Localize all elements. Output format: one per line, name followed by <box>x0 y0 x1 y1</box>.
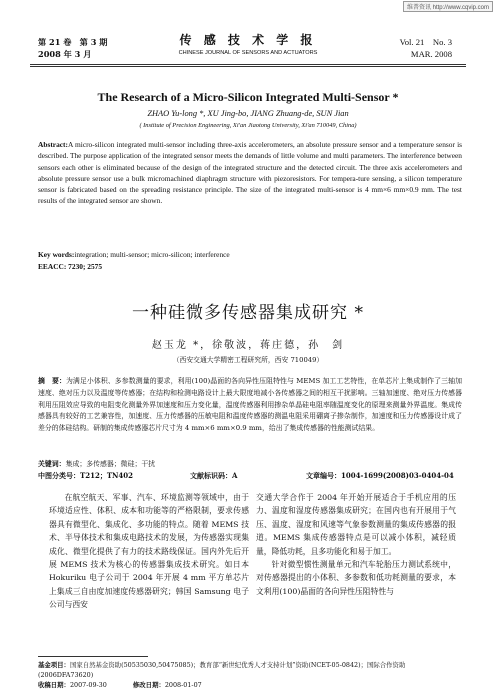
paper-title-en: The Research of a Micro-Silicon Integrated Multi-Sensor * <box>97 90 399 104</box>
fund-label: 基金项目： <box>38 661 70 669</box>
abstract-cn-label: 摘 要： <box>38 377 66 385</box>
abstract-en <box>38 139 462 207</box>
received-label: 收稿日期： <box>38 681 70 689</box>
volume-en: Vol. 21 No. 3 <box>399 37 452 47</box>
volume-cn: 第 21 卷 第 3 期 <box>38 37 108 47</box>
authors-cn: 赵玉龙 *，徐敬波，蒋庄德，孙 剑 <box>151 340 345 351</box>
body-paragraph: 在航空航天、军事、汽车、环境监测等领域中，由于环境适应性、体积、成本和功能等的严格限制，要求传感器具有微型化、集成化、多功能的特点。随着 MEMS 技术、半导体技术和集成电路技术的发展，为传感器实现集成化、微型化提供了有力的技术路线保证。国内外先后开展 MEMS 技术为核心的传感器集成技术研究。如日本 Hokuriku 电子公司于 2004 年开展 4 mm 平方单芯片上集成三自由度加速度传感器研究；韩国 Samsung 电子公司与西安 <box>49 493 249 610</box>
abstract-en-text: A micro-silicon integrated multi-sensor including three-axis accelerometers, an absolute pressure sensor and a temperature sensor is described. The purpose application of the integrated sensor meets the demands of little volume and multi parameters. The interference between sensors each other is eliminated because of the design of the integrated structure and the detected circuit. The three axis accelerometers and absolute pressure sensor use a bulk micromachined diaphragm structure with piezoresistors. For tempera-ture sensing, a silicon temperature sensor is fabricated based on the spreading resistance principle. The size of the integrated multi-sensor is 4 mm×6 mm×0.9 mm. The test results of the integrated sensor are shown. <box>38 140 462 206</box>
eeacc-code: EEACC: 7230; 2575 <box>38 262 103 271</box>
journal-title-cn: 传 感 技 术 学 报 <box>179 33 317 47</box>
fund-line <box>38 660 458 680</box>
document-code: 文献标识码：A <box>190 471 238 480</box>
institute-cn: （西安交通大学精密工程研究所，西安 710049） <box>172 356 324 364</box>
date-cn: 2008 年 3 月 <box>38 49 92 59</box>
keywords-cn-label: 关键词： <box>38 460 66 468</box>
classification-line <box>38 471 462 482</box>
body-paragraph: 针对微型惯性测量单元和汽车轮胎压力测试系统中，对传感器提出的小体积、多参数和低功耗测量的要求，本文利用(100)晶面的各向异性压阻特性与 <box>256 560 456 596</box>
journal-title-en: CHINESE JOURNAL OF SENSORS AND ACTUATORS <box>178 50 318 56</box>
institute-en: ( Institute of Precision Engineering, Xi'an Jiaotong University, Xi'an 710049, China) <box>139 122 357 129</box>
revised-date: 2008-01-07 <box>164 681 202 689</box>
keywords-cn <box>38 459 462 470</box>
body-column-right <box>256 491 456 598</box>
revised-label: 修改日期： <box>132 681 165 689</box>
clc-number: 中图分类号：T212；TN402 <box>38 471 134 480</box>
footnote-rule <box>38 656 148 657</box>
keywords-en-label: Key words: <box>38 250 75 259</box>
keywords-en <box>38 249 462 260</box>
header-rule <box>30 64 466 65</box>
keywords-en-text: integration; multi-sensor; micro-silicon; interference <box>74 250 230 259</box>
header-rule-thin <box>30 66 466 67</box>
abstract-en-label: Abstract: <box>38 140 68 149</box>
abstract-cn-text: 为满足小体积、多参数测量的要求，利用(100)晶面的各向异性压阻特性与 MEMS 加工工艺特性，在单芯片上集成制作了三轴加速度、绝对压力以及温度等传感器；在结构和检测电路设计上最大限度地减小各传感器之间的相互干扰影响。三轴加速度、绝对压力传感器利用压阻效应导致的电阻变化测量外界加速度和压力变化量，温度传感器利用掺杂单晶硅电阻率随温度变化的原理来测量外界温度。集成传感器具有较好的工艺兼容性，加速度、压力传感器的压敏电阻和温度传感器的测温电阻采用硼离子掺杂制作，加速度和压力传感器设计成了差分的体硅结构。研制的集成传感器芯片尺寸为 4 mm×6 mm×0.9 mm，给出了集成传感器的性能测试结果。 <box>38 377 462 433</box>
watermark: 维普资讯 http://www.cqvip.com <box>403 1 493 12</box>
authors-en: ZHAO Yu-long *, XU Jing-bo, JIANG Zhuang-de, SUN Jian <box>147 109 349 118</box>
body-column-left <box>49 491 249 612</box>
received-date: 2007-09-30 <box>69 681 107 689</box>
article-number: 文章编号：1004-1699(2008)03-0404-04 <box>306 471 454 480</box>
keywords-cn-text: 集成；多传感器；微硅；干扰 <box>65 460 156 468</box>
body-paragraph: 交通大学合作于 2004 年开始开展适合于手机应用的压力、温度和湿度传感器集成研究；在国内也有开展用于气压、温度、湿度和风速等气象参数测量的集成传感器的报道。MEMS 集成传感器特点是可以减小体积，减轻质量，降低功耗，且多功能化和易于加工。 <box>256 493 456 556</box>
abstract-cn <box>38 376 462 435</box>
date-en: MAR. 2008 <box>410 49 452 59</box>
footnote <box>38 660 458 690</box>
header-right <box>400 36 452 60</box>
paper-title-cn: 一种硅微多传感器集成研究 * <box>132 303 364 323</box>
fund-text: 国家自然基金资助(50535030,50475085)；教育部“新世纪优秀人才支持计划”资助(NCET-05-0842)；国际合作资助(2006DFA73620) <box>38 661 406 679</box>
dates-line <box>38 680 458 690</box>
